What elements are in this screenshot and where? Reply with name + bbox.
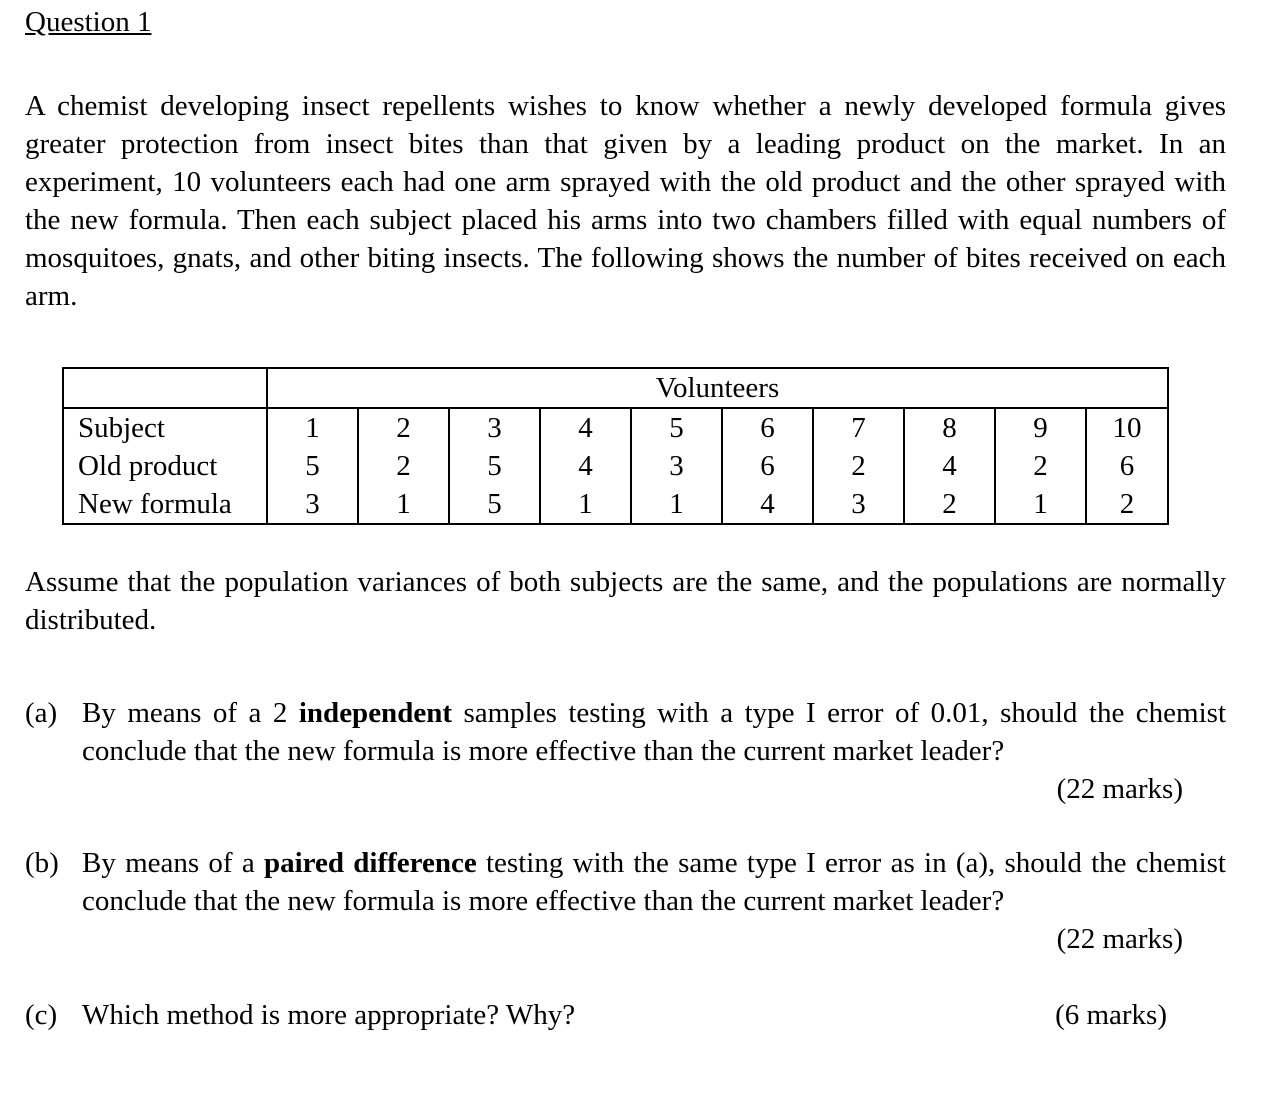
table-cell: 4 [904,447,995,485]
question-a-tag: (a) [25,697,58,729]
question-c-marks: (6 marks) [1055,999,1167,1031]
volunteers-header: Volunteers [267,368,1168,408]
question-b-pre: By means of a [82,847,264,879]
question-b-bold: paired difference [263,847,477,879]
table-cell: 6 [1086,447,1168,485]
intro-paragraph: A chemist developing insect repellents wishes to know whether a newly developed formula gives greater protection from insect bites than that given by a leading product on the market. In an experiment, 10 volunteers each had one arm sprayed with the old product and the other sprayed with the new formula. Then each subject placed his arms into two chambers filled with equal numbers of mosquitoes, gnats, and other biting insects. The following shows the number of bites received on each arm. [25,90,1226,312]
question-a-text [82,694,1226,770]
question-c [25,996,1226,1034]
table-cell: 8 [904,408,995,447]
question-b-tag: (b) [25,847,59,879]
question-a [25,694,1226,805]
question-b-post: testing with the same type I error as in (a), should the chemist conclude that the new formula is more effective than the current market leader? [82,847,1226,917]
corner-cell [63,368,267,408]
new-formula-row [63,485,1168,524]
table-cell: 1 [267,408,358,447]
table-cell: 3 [631,447,722,485]
assumption-paragraph: Assume that the population variances of both subjects are the same, and the populations are normally distributed. [25,566,1226,636]
table-cell: 5 [449,447,540,485]
table-cell: 5 [267,447,358,485]
table-cell: 2 [1086,485,1168,524]
row-label: Subject [63,408,267,447]
table-cell: 1 [995,485,1086,524]
question-b [25,844,1226,955]
question-c-text: Which method is more appropriate? Why? [82,999,576,1031]
table-cell: 6 [722,447,813,485]
table-cell: 2 [358,408,449,447]
old-product-row [63,447,1168,485]
table-cell: 1 [358,485,449,524]
question-b-text [82,844,1226,920]
table-cell: 2 [995,447,1086,485]
table-cell: 10 [1086,408,1168,447]
table-cell: 4 [540,408,631,447]
volunteers-header-row [63,368,1168,408]
table-cell: 1 [540,485,631,524]
question-a-pre: By means of a 2 [82,697,299,729]
question-a-post: samples testing with a type I error of 0.01, should the chemist conclude that the new formula is more effective than the current market leader? [82,697,1226,767]
table-cell: 9 [995,408,1086,447]
table-cell: 3 [813,485,904,524]
table-cell: 1 [631,485,722,524]
bites-table [62,367,1169,525]
table-cell: 2 [904,485,995,524]
question-a-marks: (22 marks) [1056,773,1183,805]
table-cell: 7 [813,408,904,447]
table-cell: 2 [358,447,449,485]
table-cell: 5 [631,408,722,447]
table-cell: 6 [722,408,813,447]
table-cell: 5 [449,485,540,524]
table-cell: 3 [449,408,540,447]
table-cell: 3 [267,485,358,524]
table-cell: 4 [722,485,813,524]
table-cell: 2 [813,447,904,485]
row-label: Old product [63,447,267,485]
question-b-marks: (22 marks) [1056,923,1183,955]
row-label: New formula [63,485,267,524]
question-c-tag: (c) [25,999,58,1031]
question-heading: Question 1 [25,6,152,38]
subject-row [63,408,1168,447]
question-a-bold: independent [298,697,452,729]
table-cell: 4 [540,447,631,485]
